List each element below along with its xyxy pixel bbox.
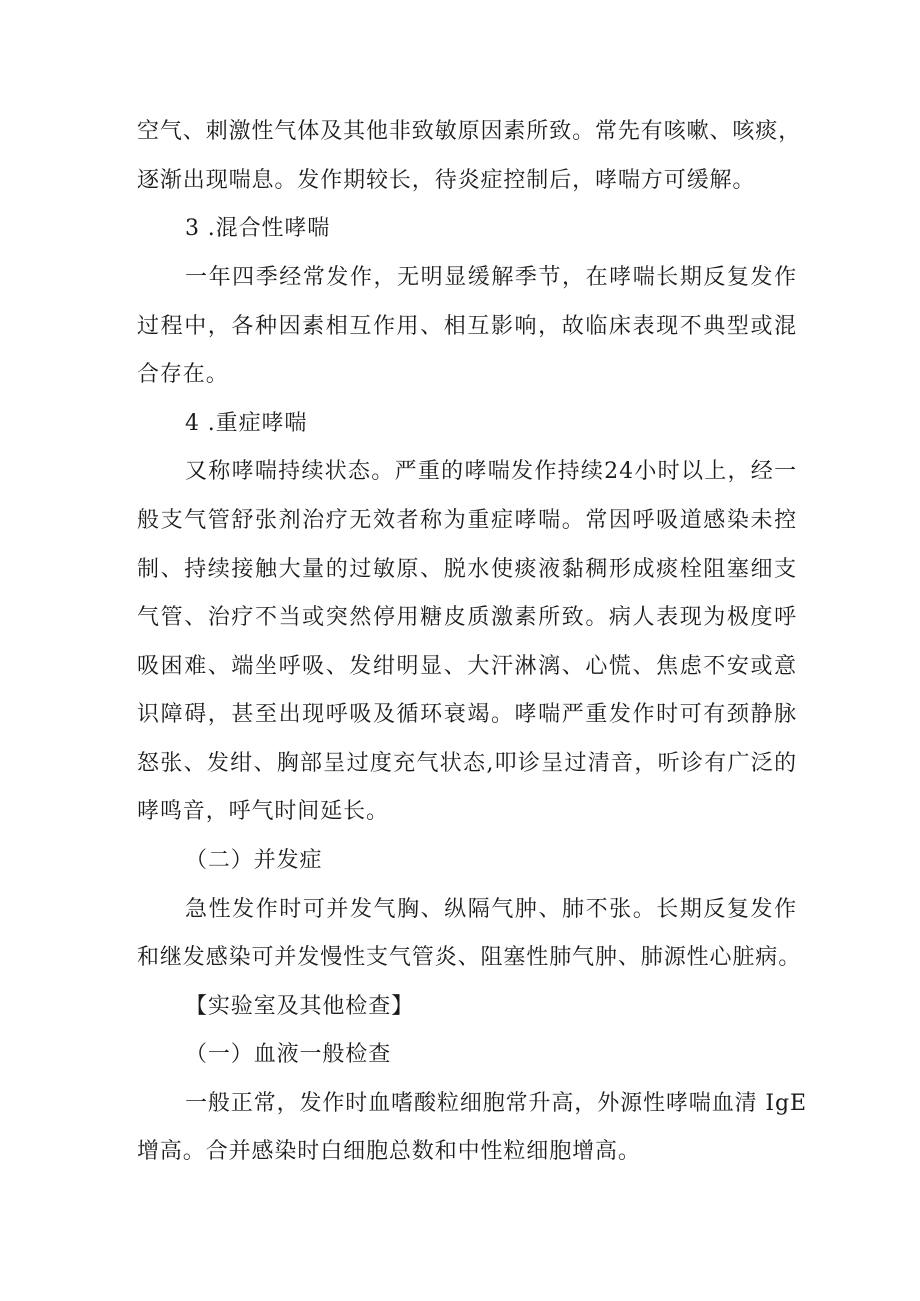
paragraph-line: 又称哮喘持续状态。严重的哮喘发作持续24小时以上，经一 bbox=[185, 459, 797, 484]
section-heading-lab-exams: 【实验室及其他检查】 bbox=[185, 994, 415, 1019]
paragraph-line: 一年四季经常发作，无明显缓解季节，在哮喘长期反复发作 bbox=[185, 265, 797, 290]
section-heading-severe-asthma: 4 .重症哮喘 bbox=[185, 411, 308, 436]
paragraph-line: 制、持续接触大量的过敏原、脱水使痰液黏稠形成痰栓阻塞细支 bbox=[137, 557, 797, 582]
section-heading-mixed-asthma: 3 .混合性哮喘 bbox=[185, 216, 331, 241]
paragraph-line: 过程中，各种因素相互作用、相互影响，故临床表现不典型或混 bbox=[137, 314, 797, 339]
paragraph-line: 和继发感染可并发慢性支气管炎、阻塞性肺气肿、肺源性心脏病。 bbox=[137, 945, 802, 970]
paragraph-line: 怒张、发绀、胸部呈过度充气状态,叩诊呈过清音，听诊有广泛的 bbox=[137, 751, 797, 776]
section-heading-blood-test: （一）血液一般检查 bbox=[185, 1042, 392, 1067]
paragraph-line: 一般正常，发作时血嗜酸粒细胞常升高，外源性哮喘血清 IgE bbox=[185, 1091, 807, 1116]
paragraph-line: 空气、刺激性气体及其他非致敏原因素所致。常先有咳嗽、咳痰， bbox=[137, 119, 802, 144]
paragraph-line: 吸困难、端坐呼吸、发绀明显、大汗淋漓、心慌、焦虑不安或意 bbox=[137, 654, 797, 679]
paragraph-line: 增高。合并感染时白细胞总数和中性粒细胞增高。 bbox=[137, 1139, 641, 1164]
paragraph-line: 合存在。 bbox=[137, 362, 229, 387]
paragraph-line: 识障碍，甚至出现呼吸及循环衰竭。哮喘严重发作时可有颈静脉 bbox=[137, 702, 797, 727]
paragraph-line: 气管、治疗不当或突然停用糖皮质激素所致。病人表现为极度呼 bbox=[137, 605, 797, 630]
paragraph-line: 哮鸣音，呼气时间延长。 bbox=[137, 799, 389, 824]
paragraph-line: 般支气管舒张剂治疗无效者称为重症哮喘。常因呼吸道感染未控 bbox=[137, 508, 797, 533]
paragraph-line: 急性发作时可并发气胸、纵隔气肿、肺不张。长期反复发作 bbox=[185, 897, 797, 922]
paragraph-line: 逐渐出现喘息。发作期较长，待炎症控制后，哮喘方可缓解。 bbox=[137, 168, 756, 193]
section-heading-complications: （二）并发症 bbox=[185, 848, 323, 873]
